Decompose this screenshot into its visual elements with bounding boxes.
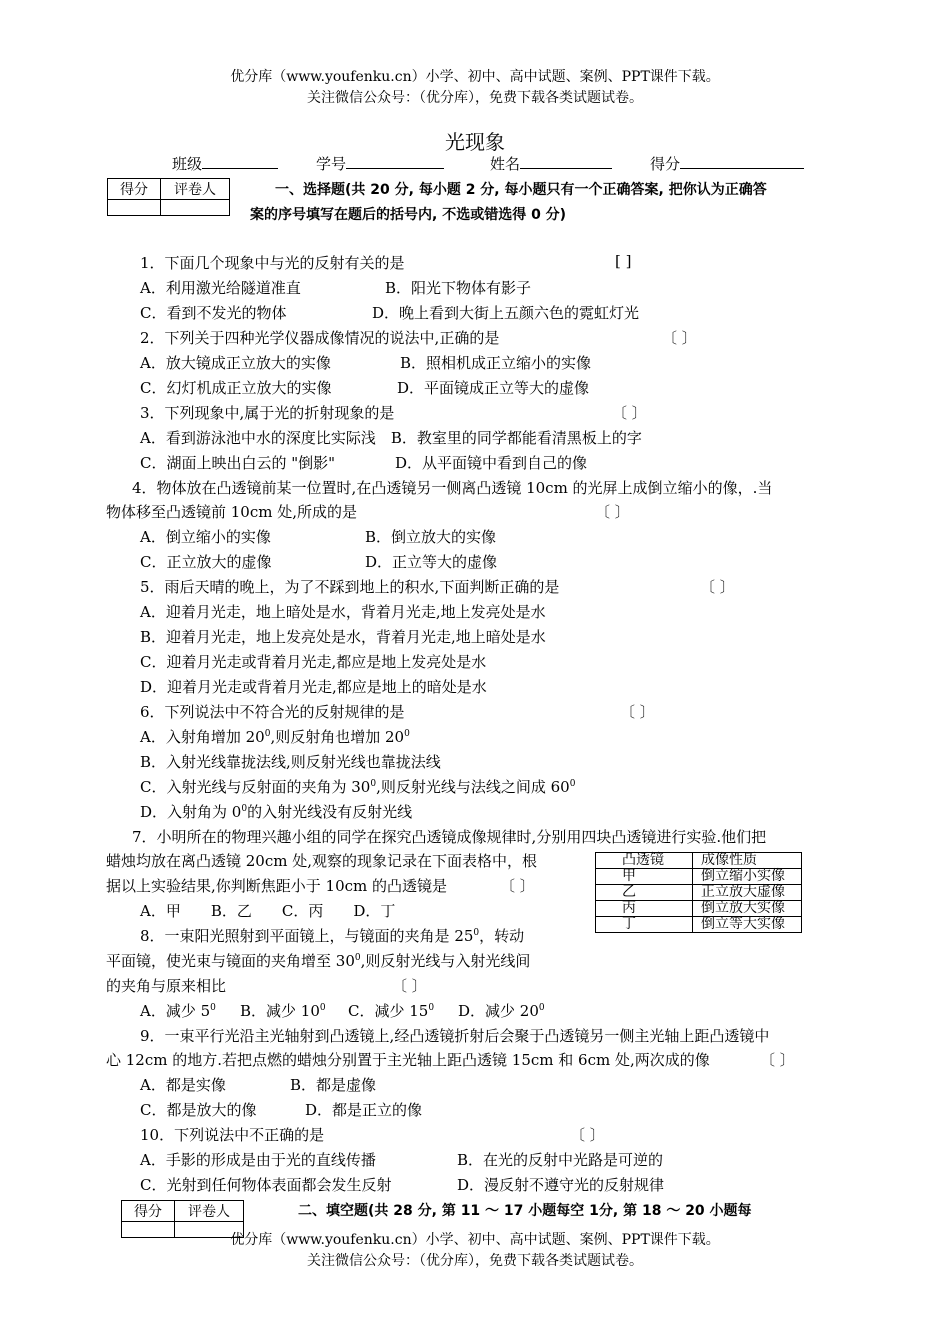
q4-bracket: 〔 〕 (595, 503, 630, 521)
q10-option-c: C．光射到任何物体表面都会发生反射 (140, 1176, 392, 1194)
q5-option-a: A．迎着月光走，地上暗处是水，背着月光走,地上发亮处是水 (140, 603, 546, 621)
q3-options-ab: A．看到游泳池中水的深度比实际浅 B．教室里的同学都能看清黑板上的字 (140, 429, 642, 447)
table-row (596, 869, 802, 885)
table-cell-image: 倒立等大实像 (693, 917, 802, 933)
lens-table-header-image: 成像性质 (693, 853, 802, 869)
lens-table (595, 852, 802, 933)
q2-option-d: D．平面镜成正立等大的虚像 (397, 379, 590, 397)
q1-stem: 1．下面几个现象中与光的反射有关的是 (140, 254, 405, 272)
q2-bracket: 〔 〕 (662, 329, 697, 347)
header-line-2: 关注微信公众号：（优分库），免费下载各类试题试卷。 (307, 90, 643, 106)
header-line-1: 优分库（www.youfenku.cn）小学、初中、高中试题、案例、PPT课件下载。 (230, 69, 720, 85)
q1-option-a: A．利用激光给隧道准直 (140, 279, 301, 297)
q9-option-a: A．都是实像 (140, 1076, 226, 1094)
q2-option-a: A．放大镜成正立放大的实像 (140, 354, 331, 372)
class-label: 班级 (172, 155, 203, 173)
q5-bracket: 〔 〕 (700, 578, 735, 596)
q8-option-d: D．减少 $20^0$ (458, 1002, 545, 1020)
table-cell-lens: 丙 (596, 901, 693, 917)
q10-option-d: D．漫反射不遵守光的反射规律 (457, 1176, 665, 1194)
q5-option-c: C．迎着月光走或背着月光走,都应是地上发亮处是水 (140, 653, 487, 671)
q6-option-a: A．入射角增加 $20^0$,则反射角也增加 $20^0$ (140, 728, 410, 746)
q4-option-b: B．倒立放大的实像 (365, 528, 497, 546)
q8-bracket: 〔 〕 (392, 977, 427, 995)
number-blank (346, 154, 444, 169)
score-box-grader-label: 评卷人 (175, 1201, 244, 1222)
q9-option-d: D．都是正立的像 (305, 1101, 423, 1119)
q4-stem-line-1: 4．物体放在凸透镜前某一位置时,在凸透镜另一侧离凸透镜 10cm 的光屏上成倒立缩小的像，.当 (132, 479, 773, 497)
name-field (490, 153, 612, 174)
q9-stem-line-1: 9．一束平行光沿主光轴射到凸透镜上,经凸透镜折射后会聚于凸透镜另一侧主光轴上距凸透镜中 (140, 1027, 770, 1045)
q10-bracket: 〔 〕 (570, 1126, 605, 1144)
q8-option-b: B．减少 $10^0$ (240, 1002, 326, 1020)
section-1-heading-line-2: 案的序号填写在题后的括号内, 不选或错选得 0 分) (250, 207, 567, 223)
section-1-heading-line-1: 一、选择题(共 20 分, 每小题 2 分, 每小题只有一个正确答案, 把你认为正确答 (275, 182, 767, 198)
table-row (596, 901, 802, 917)
q10-option-b: B．在光的反射中光路是可逆的 (457, 1151, 664, 1169)
class-blank (202, 154, 278, 169)
q9-option-b: B．都是虚像 (290, 1076, 377, 1094)
q8-stem-line-1: 8．一束阳光照射到平面镜上，与镜面的夹角是 $25^0$，转动 (140, 927, 525, 945)
number-label: 学号 (316, 155, 347, 173)
score-box-grader-label: 评卷人 (161, 179, 230, 200)
footer-line-2: 关注微信公众号：（优分库），免费下载各类试题试卷。 (307, 1253, 643, 1269)
score-blank (680, 154, 804, 169)
q7-bracket: 〔 〕 (500, 877, 535, 895)
q2-option-b: B．照相机成正立缩小的实像 (400, 354, 592, 372)
page-title: 光现象 (445, 130, 505, 154)
q4-stem-line-2: 物体移至凸透镜前 10cm 处,所成的是 (106, 503, 358, 521)
table-cell-lens: 甲 (596, 869, 693, 885)
q1-option-c: C．看到不发光的物体 (140, 304, 287, 322)
score-box-score-label: 得分 (122, 1201, 175, 1222)
number-field (316, 153, 444, 174)
q6-option-d: D．入射角为 $0^0$的入射光线没有反射光线 (140, 803, 413, 821)
q6-option-c: C．入射光线与反射面的夹角为 $30^0$,则反射光线与法线之间成 $60^0$ (140, 778, 576, 796)
lens-table-header (596, 853, 802, 869)
q3-stem: 3．下列现象中,属于光的折射现象的是 (140, 404, 395, 422)
q7-options: A．甲 B．乙 C．丙 D．丁 (140, 902, 396, 920)
table-row (596, 917, 802, 933)
table-cell-lens: 乙 (596, 885, 693, 901)
q6-option-b: B．入射光线靠拢法线,则反射光线也靠拢法线 (140, 753, 441, 771)
q7-stem-line-3: 据以上实验结果,你判断焦距小于 10cm 的凸透镜是 (106, 877, 448, 895)
score-box-grader-cell (161, 200, 230, 216)
table-cell-image: 正立放大虚像 (693, 885, 802, 901)
q8-option-c: C．减少 $15^0$ (348, 1002, 435, 1020)
q2-stem: 2．下列关于四种光学仪器成像情况的说法中,正确的是 (140, 329, 500, 347)
q9-stem-line-2: 心 12cm 的地方.若把点燃的蜡烛分别置于主光轴上距凸透镜 15cm 和 6cm 处,两次成的像 (106, 1051, 710, 1069)
q4-option-c: C．正立放大的虚像 (140, 553, 272, 571)
q5-option-d: D．迎着月光走或背着月光走,都应是地上的暗处是水 (140, 678, 487, 696)
q2-option-c: C．幻灯机成正立放大的实像 (140, 379, 332, 397)
score-box-section-1 (107, 178, 230, 216)
q6-bracket: 〔 〕 (620, 703, 655, 721)
section-2-heading-line-1: 二、填空题(共 28 分, 第 11 ～ 17 小题每空 1分, 第 18 ～ 20 小题每 (298, 1203, 752, 1219)
q8-stem-line-2: 平面镜，使光束与镜面的夹角增至 $30^0$,则反射光线与入射光线间 (106, 952, 531, 970)
table-cell-image: 倒立缩小实像 (693, 869, 802, 885)
name-label: 姓名 (490, 155, 521, 173)
q4-option-a: A．倒立缩小的实像 (140, 528, 271, 546)
q8-stem-line-3: 的夹角与原来相比 (106, 977, 227, 995)
score-box-score-label: 得分 (108, 179, 161, 200)
class-field (172, 153, 278, 174)
score-field (650, 153, 804, 174)
q9-bracket: 〔 〕 (760, 1051, 795, 1069)
q3-bracket: 〔 〕 (612, 404, 647, 422)
name-blank (520, 154, 612, 169)
q7-stem-line-1: 7．小明所在的物理兴趣小组的同学在探究凸透镜成像规律时,分别用四块凸透镜进行实验.他们把 (132, 828, 767, 846)
lens-table-header-lens: 凸透镜 (596, 853, 693, 869)
q4-option-d: D．正立等大的虚像 (365, 553, 498, 571)
q6-stem: 6．下列说法中不符合光的反射规律的是 (140, 703, 405, 721)
q5-stem: 5．雨后天晴的晚上，为了不踩到地上的积水,下面判断正确的是 (140, 578, 560, 596)
q3-option-d: D．从平面镜中看到自己的像 (395, 454, 588, 472)
q1-option-b: B．阳光下物体有影子 (385, 279, 532, 297)
q1-option-d: D．晚上看到大街上五颜六色的霓虹灯光 (372, 304, 640, 322)
q1-bracket: [ ] (615, 252, 632, 270)
footer-line-1: 优分库（www.youfenku.cn）小学、初中、高中试题、案例、PPT课件下载。 (230, 1232, 720, 1248)
q9-option-c: C．都是放大的像 (140, 1101, 257, 1119)
q7-stem-line-2: 蜡烛均放在离凸透镜 20cm 处,观察的现象记录在下面表格中，根 (106, 852, 538, 870)
score-box-score-cell (108, 200, 161, 216)
score-label: 得分 (650, 155, 681, 173)
table-cell-image: 倒立放大实像 (693, 901, 802, 917)
q10-stem: 10．下列说法中不正确的是 (140, 1126, 325, 1144)
q8-option-a: A．减少 $5^0$ (140, 1002, 216, 1020)
table-row (596, 885, 802, 901)
table-cell-lens: 丁 (596, 917, 693, 933)
q5-option-b: B．迎着月光走，地上发亮处是水，背着月光走,地上暗处是水 (140, 628, 546, 646)
q3-option-c: C．湖面上映出白云的 "倒影" (140, 454, 336, 472)
q10-option-a: A．手影的形成是由于光的直线传播 (140, 1151, 376, 1169)
